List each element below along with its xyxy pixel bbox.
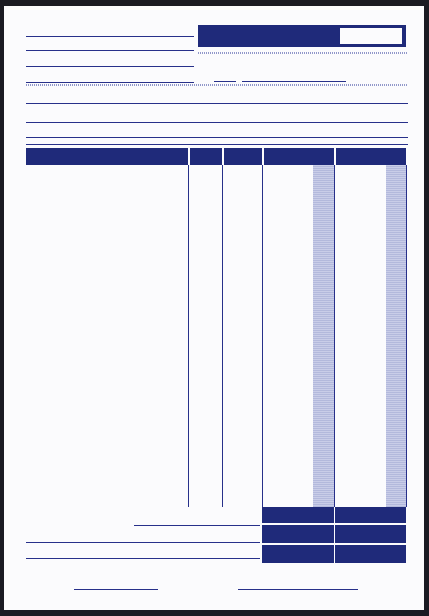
col-header-unit bbox=[190, 148, 222, 165]
total-words-field-3[interactable] bbox=[26, 558, 260, 559]
col-header-price bbox=[264, 148, 334, 165]
date-day-field[interactable] bbox=[214, 81, 236, 82]
supplier-line-4 bbox=[26, 82, 194, 83]
edrpou-field[interactable] bbox=[26, 122, 408, 123]
date-month-field[interactable] bbox=[242, 81, 346, 82]
invoice-title-box bbox=[198, 25, 406, 47]
invoice-number-field[interactable] bbox=[340, 28, 402, 44]
accountant-signature-field[interactable] bbox=[238, 589, 358, 590]
director-signature-field[interactable] bbox=[74, 589, 158, 590]
col-divider bbox=[262, 165, 263, 507]
total-words-field[interactable] bbox=[134, 525, 260, 526]
sum-cents-column bbox=[386, 165, 406, 507]
col-divider bbox=[406, 165, 407, 507]
col-header-qty bbox=[224, 148, 262, 165]
payer-field-2[interactable] bbox=[26, 144, 408, 145]
col-divider bbox=[222, 165, 223, 507]
totals-divider bbox=[335, 524, 406, 525]
col-header-name bbox=[26, 148, 188, 165]
supplier-line-3 bbox=[26, 66, 194, 67]
microtext-line bbox=[198, 52, 408, 54]
price-cents-column bbox=[313, 165, 334, 507]
total-words-field-2[interactable] bbox=[26, 542, 260, 543]
col-header-sum bbox=[336, 148, 406, 165]
totals-value-cells[interactable] bbox=[334, 507, 407, 563]
payer-field[interactable] bbox=[26, 137, 408, 138]
col-divider bbox=[334, 165, 335, 507]
invoice-form bbox=[4, 6, 424, 610]
account-field[interactable] bbox=[26, 103, 408, 104]
supplier-line-1 bbox=[26, 36, 194, 37]
microtext-line-2 bbox=[26, 84, 408, 86]
totals-divider bbox=[335, 544, 406, 545]
supplier-line-2 bbox=[26, 50, 194, 51]
col-divider bbox=[188, 165, 189, 507]
supplier-side-label bbox=[10, 28, 24, 88]
